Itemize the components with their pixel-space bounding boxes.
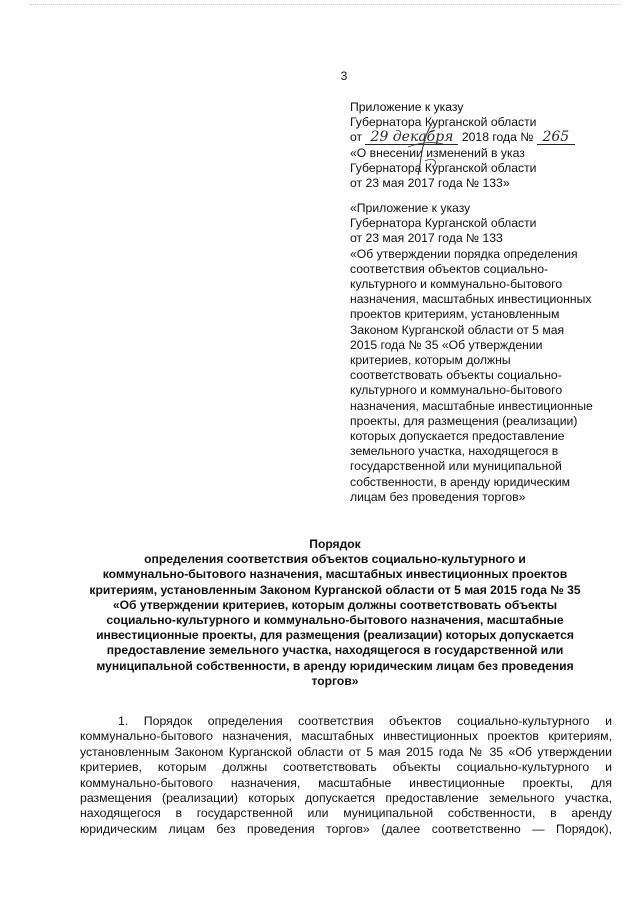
title-line: определения соответствия объектов социально-культурного и bbox=[144, 552, 526, 567]
citation-line: назначения, масштабные инвестиционные bbox=[350, 398, 593, 413]
citation-line: соответствовать объекты социально- bbox=[350, 368, 562, 383]
appendix-line: Губернатора Курганской области bbox=[350, 160, 537, 175]
citation-line: лицам без проведения торгов» bbox=[350, 489, 526, 504]
citation-line: критериев, которым должны bbox=[350, 353, 511, 368]
body-line: установленным Законом Курганской области от 5 мая 2015 года № 35 «Об утверждении bbox=[80, 744, 612, 759]
body-paragraph bbox=[80, 714, 612, 837]
title-line: социально-культурного и коммунально-бытового назначения, масштабные bbox=[106, 613, 564, 628]
citation-line: земельного участка, находящегося в bbox=[350, 444, 559, 459]
handwritten-date: 29 декабря bbox=[365, 130, 458, 145]
body-line: коммунально-бытового назначения, масштабные инвестиционные проекты, для bbox=[80, 775, 612, 790]
title-line: торгов» bbox=[311, 673, 359, 688]
body-line: 1. Порядок определения соответствия объектов социально-культурного и bbox=[118, 714, 612, 728]
citation-line: «Приложение к указу bbox=[350, 201, 471, 215]
citation-line: проектов критериям, установленным bbox=[350, 307, 560, 322]
title-line: коммунально-бытового назначения, масштабных инвестиционных проектов bbox=[102, 567, 568, 582]
handwritten-number: 265 bbox=[537, 130, 575, 145]
citation-line: Губернатора Курганской области bbox=[350, 216, 537, 231]
title-line: муниципальной собственности, в аренду юридическим лицам без проведения bbox=[96, 658, 574, 673]
title-line: предоставление земельного участка, находящегося в государственной или bbox=[106, 643, 564, 658]
appendix-line: Приложение к указу bbox=[350, 100, 464, 114]
appendix-header bbox=[350, 100, 640, 191]
citation-line: соответствия объектов социально- bbox=[350, 261, 549, 276]
citation-line: 2015 года № 35 «Об утверждении bbox=[350, 337, 543, 352]
document-title bbox=[40, 537, 630, 689]
body-line: находящегося в государственной или муниципальной собственности, в аренду bbox=[80, 806, 612, 821]
scan-artifact bbox=[30, 4, 620, 9]
citation-line: назначения, масштабных инвестиционных bbox=[350, 292, 592, 307]
citation-line: «Об утверждении порядка определения bbox=[350, 246, 578, 261]
citation-block bbox=[350, 201, 640, 505]
citation-line: культурного и коммунально-бытового bbox=[350, 277, 563, 292]
appendix-line: «О внесении изменений в указ bbox=[350, 145, 525, 160]
title-line: Порядок bbox=[309, 537, 361, 551]
body-line: критериев, которым должны соответствовать объекты социально-культурного и bbox=[80, 760, 612, 775]
body-line: юридическим лицам без проведения торгов» (далее соответственно — Порядок), bbox=[80, 821, 612, 836]
body-line: размещения (реализации) которых допускается предоставление земельного участка, bbox=[80, 791, 612, 806]
citation-line: от 23 мая 2017 года № 133 bbox=[350, 231, 503, 246]
citation-line: Законом Курганской области от 5 мая bbox=[350, 322, 565, 337]
signature-mark bbox=[403, 117, 473, 177]
date-prefix: от bbox=[350, 130, 363, 145]
page-number: 3 bbox=[340, 69, 348, 83]
citation-line: культурного и коммунально-бытового bbox=[350, 383, 563, 398]
title-line: «Об утверждении критериев, которым должны соответствовать объекты bbox=[112, 597, 558, 612]
title-line: критериям, установленным Законом Курганской области от 5 мая 2015 года № 35 bbox=[89, 582, 581, 597]
citation-line: государственной или муниципальной bbox=[350, 459, 562, 474]
citation-line: собственности, в аренду юридическим bbox=[350, 474, 571, 489]
appendix-date-line bbox=[350, 130, 640, 145]
appendix-line: от 23 мая 2017 года № 133» bbox=[350, 176, 510, 191]
appendix-line: Губернатора Курганской области bbox=[350, 115, 537, 130]
body-line: коммунально-бытового назначения, масштабных инвестиционных проектов критериям, bbox=[80, 729, 612, 744]
citation-line: которых допускается предоставление bbox=[350, 429, 565, 444]
citation-line: проекты, для размещения (реализации) bbox=[350, 413, 578, 428]
date-suffix: 2018 года № bbox=[461, 130, 534, 145]
title-line: инвестиционные проекты, для размещения (реализации) которых допускается bbox=[96, 628, 574, 643]
